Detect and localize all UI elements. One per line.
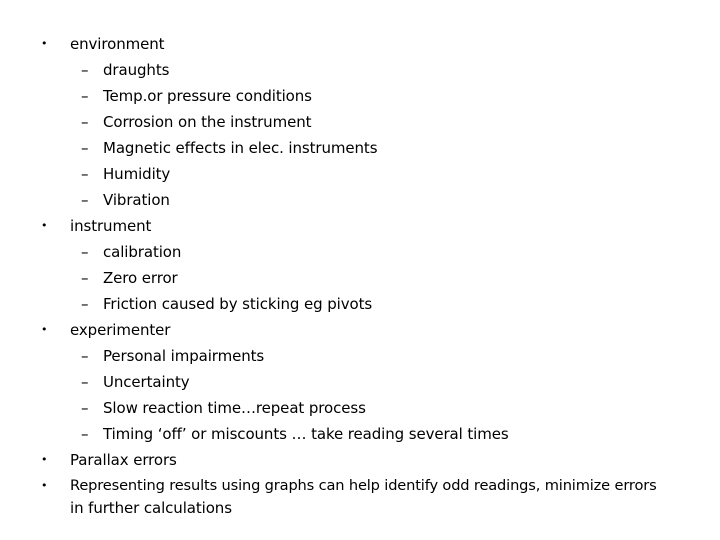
- sub-list-item: calibration: [103, 243, 182, 261]
- sub-list-item: Personal impairments: [103, 347, 265, 365]
- sub-list-item: Slow reaction time…repeat process: [103, 399, 366, 417]
- dash-icon: –: [81, 87, 89, 105]
- bullet-icon: •: [41, 479, 48, 492]
- bullet-icon: •: [41, 219, 48, 232]
- dash-icon: –: [81, 425, 89, 443]
- list-item: Representing results using graphs can help identify odd readings, minimize errors: [70, 477, 657, 494]
- sub-list-item: Magnetic effects in elec. instruments: [103, 139, 378, 157]
- dash-icon: –: [81, 347, 89, 365]
- list-item: environment: [70, 35, 165, 53]
- list-item: Parallax errors: [70, 451, 177, 469]
- list-item: instrument: [70, 217, 152, 235]
- dash-icon: –: [81, 295, 89, 313]
- bullet-icon: •: [41, 37, 48, 50]
- dash-icon: –: [81, 113, 89, 131]
- sub-list-item: Zero error: [103, 269, 178, 287]
- sub-list-item: Temp.or pressure conditions: [103, 87, 312, 105]
- dash-icon: –: [81, 191, 89, 209]
- sub-list-item: Friction caused by sticking eg pivots: [103, 295, 373, 313]
- sub-list-item: Humidity: [103, 165, 171, 183]
- dash-icon: –: [81, 399, 89, 417]
- bullet-icon: •: [41, 323, 48, 336]
- list-item: experimenter: [70, 321, 171, 339]
- sub-list-item: draughts: [103, 61, 170, 79]
- dash-icon: –: [81, 139, 89, 157]
- dash-icon: –: [81, 61, 89, 79]
- dash-icon: –: [81, 269, 89, 287]
- bullet-icon: •: [41, 453, 48, 466]
- dash-icon: –: [81, 243, 89, 261]
- sub-list-item: Timing ‘off’ or miscounts … take reading several times: [103, 425, 509, 443]
- dash-icon: –: [81, 373, 89, 391]
- dash-icon: –: [81, 165, 89, 183]
- sub-list-item: Uncertainty: [103, 373, 190, 391]
- sub-list-item: Corrosion on the instrument: [103, 113, 312, 131]
- sub-list-item: Vibration: [103, 191, 170, 209]
- list-item-continuation: in further calculations: [70, 499, 232, 517]
